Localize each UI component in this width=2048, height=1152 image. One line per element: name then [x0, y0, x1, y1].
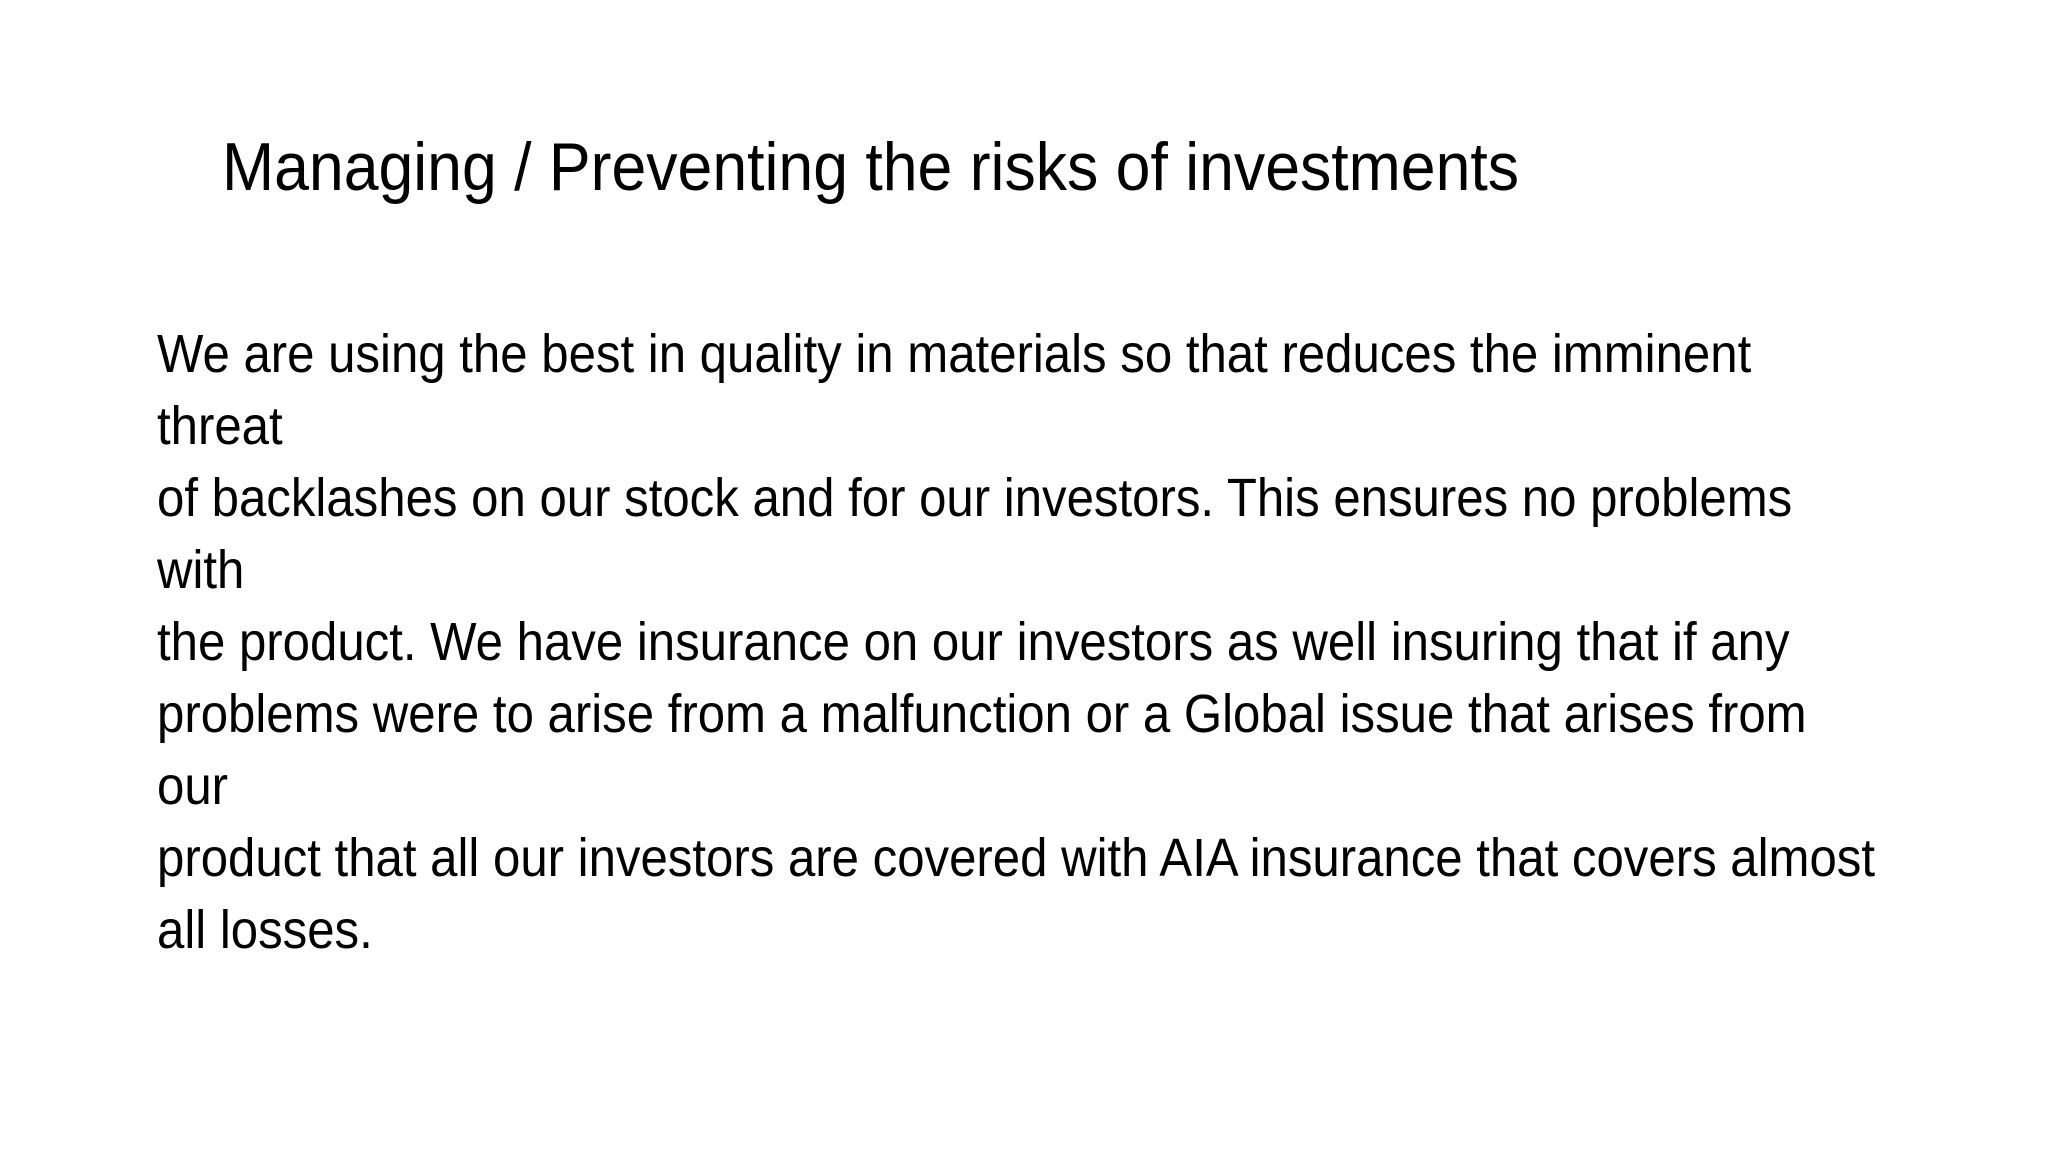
slide-title: Managing / Preventing the risks of investments [222, 129, 1520, 205]
slide-body-text: We are using the best in quality in materials so that reduces the imminent threat of backlashes on our stock and for our investors. This ensures no problems with the product. We have insurance on our investors as well insuring that if any problems were to arise from a malfunction or a Global issue that arises from our product that all our investors are covered with AIA insurance that covers almost all losses. [157, 324, 1876, 960]
